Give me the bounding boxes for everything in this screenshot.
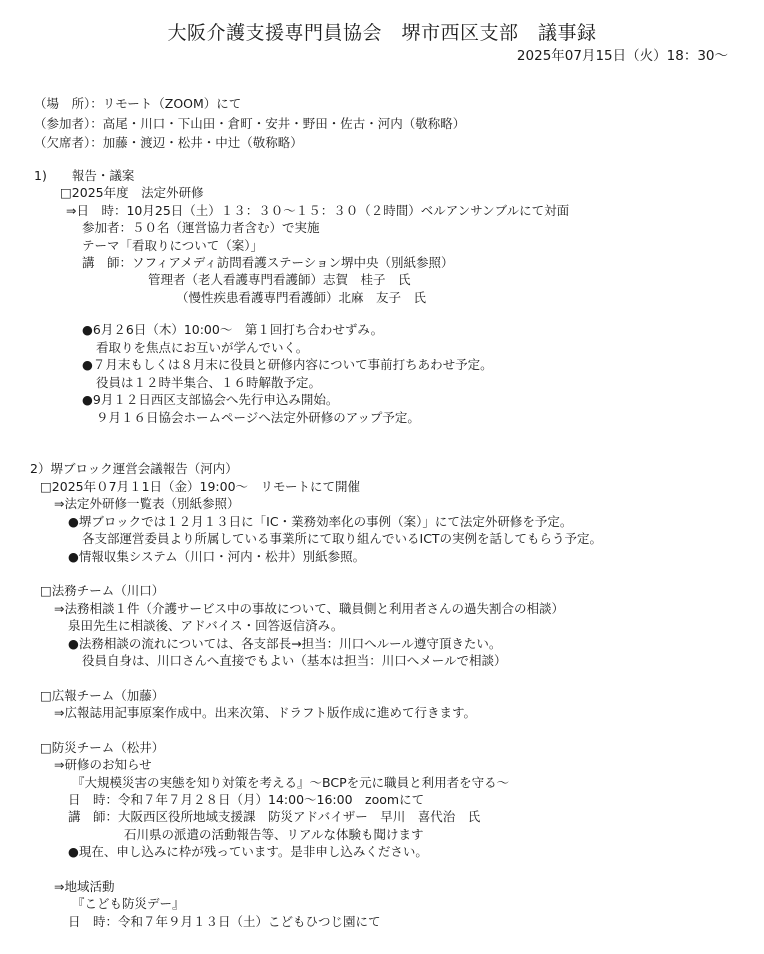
seminar-open-slots: ●現在、申し込みに枠が残っています。是非申し込みください。 [68, 844, 428, 859]
disaster-team-heading: □防災チーム（松井） [40, 740, 165, 755]
note-first-meeting: ●6月２6日（木）10:00～ 第１回打ち合わせずみ。 [82, 322, 384, 337]
venue-line: （場 所）：リモート（ZOOM）にて [34, 96, 242, 111]
block-meeting: □2025年０7月１1日（金）19:00～ リモートにて開催 [40, 479, 361, 494]
legal-consult: ⇒法務相談１件（介護サービス中の事故について、職員側と利用者さんの過失割合の相談） [54, 601, 564, 616]
legal-consult-sub: 泉田先生に相談後、アドバイス・回答返信済み。 [68, 618, 344, 633]
legal-flow-sub: 役員自身は、川口さんへ直接でもよい（基本は担当：川口へメールで相談） [82, 653, 507, 668]
seminar-date: 日 時：令和７年７月２８日（月）14:00～16:00 zoomにて [68, 792, 425, 807]
community-event: 『こども防災デー』 [72, 896, 185, 911]
pr-team-heading: □広報チーム（加藤） [40, 688, 165, 703]
attendees-line: （参加者）：高尾・川口・下山田・倉町・安井・野田・佐古・河内（敬称略） [34, 116, 466, 131]
lecturer-second: （慢性疾患看護専門看護師）北麻 友子 氏 [176, 290, 427, 305]
note-pre-meeting: ●７月末もしくは８月末に役員と研修内容について事前打ちあわせ予定。 [82, 357, 493, 372]
training-list: ⇒法定外研修一覧表（別紙参照） [54, 496, 240, 511]
block-training-item-sub: 各支部運営委員より所属している事業所にて取り組んでいるICTの実例を話してもらう予定。 [82, 531, 603, 546]
seminar-notice: ⇒研修のお知らせ [54, 757, 152, 772]
note-first-meeting-sub: 看取りを焦点にお互いが学んでいく。 [96, 340, 309, 355]
document-title: 大阪介護支援専門員協会 堺市西区支部 議事録 [167, 22, 597, 44]
pr-note: ⇒広報誌用記事原案作成中。出来次第、ドラフト版作成に進めて行きます。 [54, 705, 476, 720]
community-date: 日 時：令和７年９月１３日（土）こどもひつじ園にて [68, 914, 381, 929]
seminar-lecturer-sub: 石川県の派遣の活動報告等、リアルな体験も聞けます [124, 827, 424, 842]
training-title: □2025年度 法定外研修 [60, 185, 204, 200]
training-participants: 参加者：５０名（運営協力者含む）で実施 [82, 220, 320, 235]
seminar-lecturer: 講 師：大阪西区役所地域支援課 防災アドバイザー 早川 喜代治 氏 [68, 809, 481, 824]
section1-heading: 1) 報告・議案 [34, 168, 135, 183]
note-application: ●9月１２日西区支部協会へ先行申込み開始。 [82, 392, 339, 407]
training-theme: テーマ「看取りについて（案）」 [82, 238, 264, 253]
legal-flow: ●法務相談の流れについては、各支部長→担当：川口へルール遵守頂きたい。 [68, 636, 502, 651]
legal-team-heading: □法務チーム（川口） [40, 583, 165, 598]
block-training-item: ●堺ブロックでは１２月１３日に「IC・業務効率化の事例（案）」にて法定外研修を予定。 [68, 514, 573, 529]
lecturer-manager: 管理者（老人看護専門看護師）志賀 桂子 氏 [148, 272, 411, 287]
seminar-title: 『大規模災害の実態を知り対策を考える』～BCPを元に職員と利用者を守る～ [72, 775, 510, 790]
absentees-line: （欠席者）：加藤・渡辺・松井・中辻（敬称略） [34, 135, 303, 150]
note-application-sub: ９月１６日協会ホームページへ法定外研修のアップ予定。 [96, 410, 420, 425]
info-system-item: ●情報収集システム（川口・河内・松井）別紙参照。 [68, 549, 366, 564]
note-pre-meeting-sub: 役員は１２時半集合、１６時解散予定。 [96, 375, 322, 390]
meeting-date: 2025年07月15日（火）18：30～ [516, 48, 728, 64]
community-heading: ⇒地域活動 [54, 879, 115, 894]
section2-heading: 2）堺ブロック運営会議報告（河内） [30, 461, 238, 476]
training-schedule: ⇒日 時：10月25日（土）１３：３０～１５：３０（２時間）ベルアンサンブルにて対面 [66, 203, 570, 218]
training-lecturer: 講 師：ソフィアメディ訪問看護ステーション堺中央（別紙参照） [82, 255, 454, 270]
